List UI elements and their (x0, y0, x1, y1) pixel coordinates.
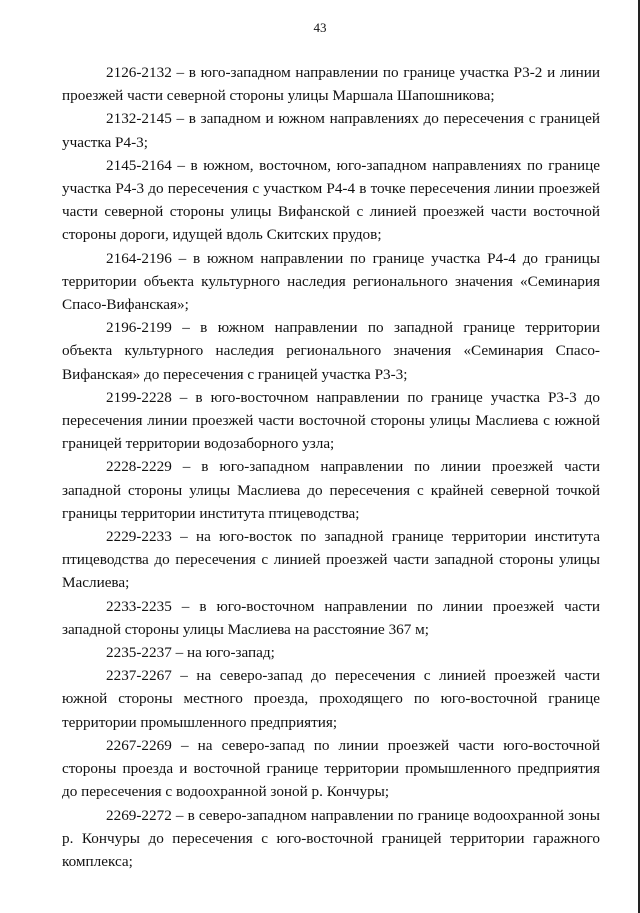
paragraph: 2235-2237 – на юго-запад; (106, 644, 275, 662)
paragraph: 2196-2199 – в южном направлении по западной границе территории объекта культурного наследия регионального значения «Семинария Спасо-Вифанская» до пересечения с границей участка Р3-3; (62, 319, 600, 383)
paragraph: 2228-2229 – в юго-западном направлении по линии проезжей части западной стороны улицы Маслиева до пересечения с крайней северной точкой границы территории института птицеводства; (62, 458, 600, 522)
paragraph: 2269-2272 – в северо-западном направлении по границе водоохранной зоны р. Кончуры до пересечения с юго-восточной границей территории гаражного комплекса; (62, 806, 600, 870)
paragraph: 2164-2196 – в южном направлении по границе участка Р4-4 до границы территории объекта культурного наследия регионального значения «Семинария Спасо-Вифанская»; (62, 249, 600, 314)
paragraph: 2233-2235 – в юго-восточном направлении по линии проезжей части западной стороны улицы Маслиева на расстояние 367 м; (62, 597, 600, 638)
paragraph: 2199-2228 – в юго-восточном направлении по границе участка Р3-3 до пересечения линии проезжей части восточной стороны улицы Маслиева с южной границей территории водозаборного узла; (62, 388, 600, 453)
paragraph: 2267-2269 – на северо-запад по линии проезжей части юго-восточной стороны проезда и восточной границе территории промышленного предприятия до пересечения с водоохранной зоной р. Кончуры; (62, 736, 600, 801)
paragraph: 2126-2132 – в юго-западном направлении по границе участка Р3-2 и линии проезжей части северной стороны улицы Маршала Шапошникова; (62, 64, 600, 105)
document-body (62, 61, 600, 873)
paragraph: 2237-2267 – на северо-запад до пересечения с линией проезжей части южной стороны местного проезда, проходящего по юго-восточной границе территории промышленного предприятия; (62, 667, 600, 731)
paragraph: 2132-2145 – в западном и южном направлениях до пересечения с границей участка Р4-3; (62, 110, 600, 151)
paragraph: 2145-2164 – в южном, восточном, юго-западном направлениях по границе участка Р4-3 до пересечения с участком Р4-4 в точке пересечения линии проезжей части северной стороны улицы Вифанской с линией проезжей части восточной стороны дороги, идущей вдоль Скитских прудов; (62, 156, 600, 244)
page-number: 43 (313, 20, 327, 35)
paragraph: 2229-2233 – на юго-восток по западной границе территории института птицеводства до пересечения с линией проезжей части западной стороны улицы Маслиева; (62, 528, 600, 592)
